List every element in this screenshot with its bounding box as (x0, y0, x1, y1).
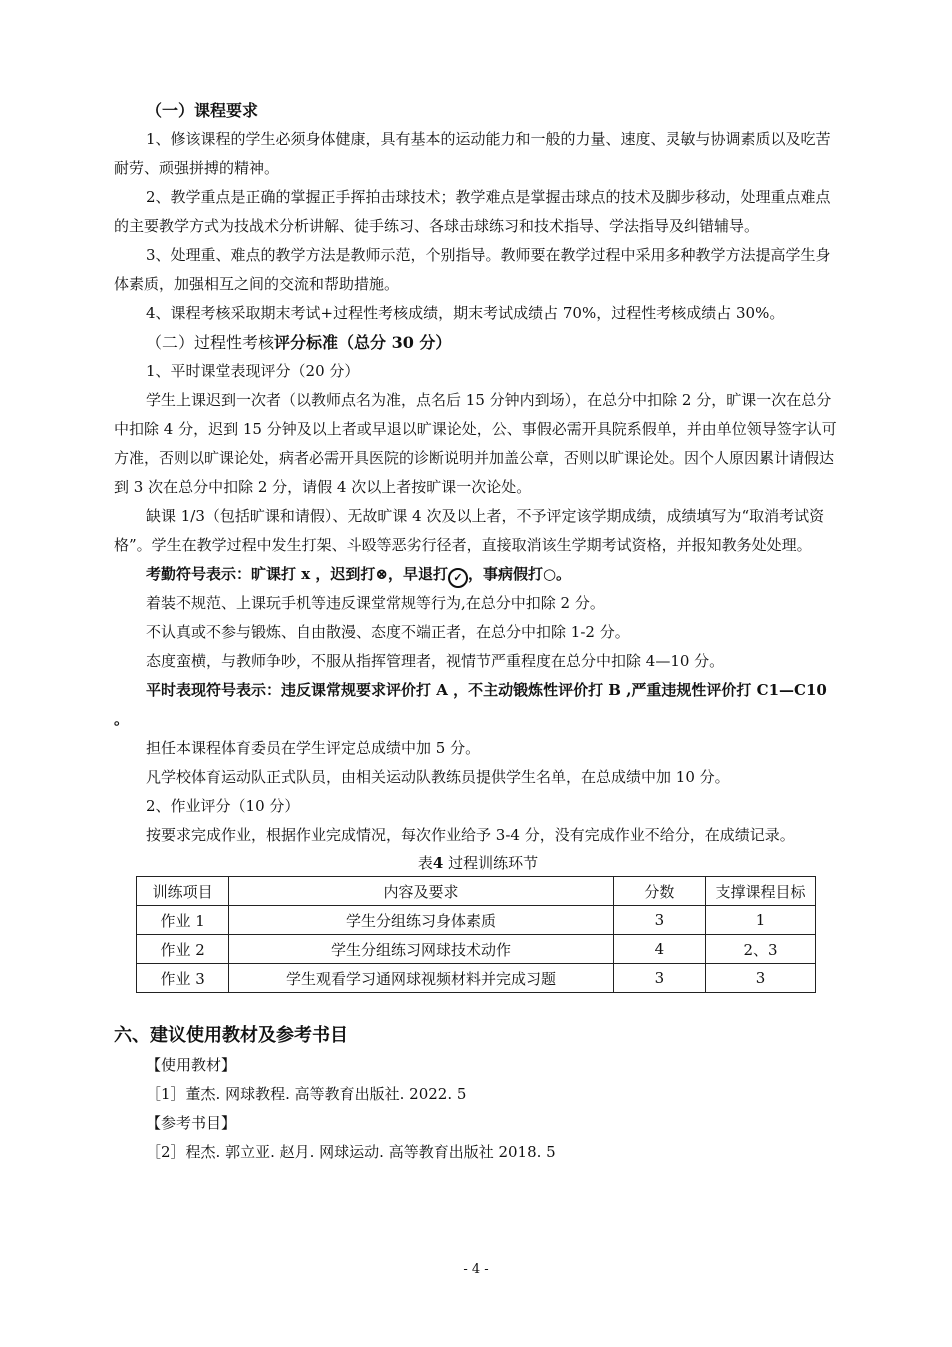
subheading: 1、平时课堂表现评分（20 分） (146, 362, 360, 380)
page-content (114, 96, 842, 1167)
table-cell: 学生分组练习网球技术动作 (229, 935, 614, 964)
reference-item: ［2］程杰. 郭立亚. 赵月. 网球运动. 高等教育出版社 2018. 5 (146, 1143, 556, 1161)
caption-prefix: 表 (417, 854, 433, 872)
table-cell: 4 (613, 935, 705, 964)
table-cell: 3 (613, 964, 705, 993)
paragraph: 着装不规范、上课玩手机等违反课堂常规等行为,在总分中扣除 2 分。 (146, 594, 605, 612)
paragraph: 2、教学重点是正确的掌握正手挥拍击球技术；教学难点是掌握击球点的技术及脚步移动，处理重点难点的主要教学方式为技战术分析讲解、徒手练习、各球击球练习和技术指导、学法指导及纠错辅导。 (114, 188, 831, 235)
table-cell: 3 (613, 906, 705, 935)
table-cell: 作业 3 (137, 964, 229, 993)
section-heading-course-requirements: （一）课程要求 (146, 101, 259, 120)
check-circle-icon: ✓ (448, 568, 468, 588)
symbols-text-end: ，事病假打○。 (467, 565, 572, 583)
attendance-symbols (114, 560, 842, 589)
table-caption (114, 850, 842, 876)
label-references: 【参考书目】 (146, 1114, 237, 1132)
performance-symbols: 平时表现符号表示：违反课常规要求评价打 A ，不主动锻炼性评价打 B ,严重违规性评价打 C1—C10 。 (114, 681, 827, 728)
table-cell: 作业 2 (137, 935, 229, 964)
paragraph: 缺课 1/3（包括旷课和请假）、无故旷课 4 次及以上者，不予评定该学期成绩，成绩填写为“取消考试资格”。学生在教学过程中发生打架、斗殴等恶劣行径者，直接取消该生学期考试资格，并报知教务处处理。 (114, 507, 825, 554)
table-row (137, 964, 816, 993)
subheading: 2、作业评分（10 分） (146, 797, 300, 815)
paragraph: 凡学校体育运动队正式队员，由相关运动队教练员提供学生名单，在总成绩中加 10 分。 (146, 768, 730, 786)
table-cell: 学生分组练习身体素质 (229, 906, 614, 935)
paragraph: 态度蛮横，与教师争吵，不服从指挥管理者，视情节严重程度在总分中扣除 4—10 分。 (146, 652, 725, 670)
caption-number: 4 (432, 854, 444, 872)
paragraph: 1、修该课程的学生必须身体健康，具有基本的运动能力和一般的力量、速度、灵敏与协调素质以及吃苦耐劳、顽强拼搏的精神。 (114, 130, 831, 177)
heading-bold-part: 评分标准（总分 30 分） (274, 333, 452, 352)
table-header: 训练项目 (137, 877, 229, 906)
table-cell: 学生观看学习通网球视频材料并完成习题 (229, 964, 614, 993)
reference-item: ［1］董杰. 网球教程. 高等教育出版社. 2022. 5 (146, 1085, 467, 1103)
table-cell: 作业 1 (137, 906, 229, 935)
caption-text: 过程训练环节 (448, 854, 539, 872)
table-header: 内容及要求 (229, 877, 614, 906)
heading-plain-part: （二）过程性考核 (146, 333, 275, 352)
symbols-text: 考勤符号表示：旷课打 x ，迟到打⊗，早退打 (146, 565, 448, 583)
paragraph: 3、处理重、难点的教学方法是教师示范，个别指导。教师要在教学过程中采用多种教学方法提高学生身体素质，加强相互之间的交流和帮助措施。 (114, 246, 831, 293)
paragraph: 4、课程考核采取期末考试+过程性考核成绩，期末考试成绩占 70%，过程性考核成绩占 30%。 (146, 304, 785, 322)
paragraph: 不认真或不参与锻炼、自由散漫、态度不端正者，在总分中扣除 1-2 分。 (146, 623, 630, 641)
table-row (137, 935, 816, 964)
table-cell: 3 (706, 964, 816, 993)
label-textbook: 【使用教材】 (146, 1056, 237, 1074)
paragraph: 按要求完成作业，根据作业完成情况，每次作业给予 3-4 分，没有完成作业不给分，在成绩记录。 (146, 826, 795, 844)
table-cell: 2、3 (706, 935, 816, 964)
table-header-row (137, 877, 816, 906)
table-header: 分数 (613, 877, 705, 906)
training-table (136, 876, 816, 993)
page-number: - 4 - (463, 1262, 489, 1277)
paragraph: 担任本课程体育委员在学生评定总成绩中加 5 分。 (146, 739, 481, 757)
section-heading-process-assessment (114, 328, 842, 357)
table-cell: 1 (706, 906, 816, 935)
table-header: 支撑课程目标 (706, 877, 816, 906)
section-heading-textbooks: 六、建议使用教材及参考书目 (114, 1025, 348, 1046)
table-row (137, 906, 816, 935)
paragraph: 学生上课迟到一次者（以教师点名为准，点名后 15 分钟内到场），在总分中扣除 2 分，旷课一次在总分中扣除 4 分，迟到 15 分钟及以上者或早退以旷课论处，公、事假必需开具院系假单，并由单位领导签字认可方准，否则以旷课论处，病者必需开具医院的诊断说明并加盖公章，否则以旷课论处。因个人原因累计请假达到 3 次在总分中扣除 2 分，请假 4 次以上者按旷课一次论处。 (114, 391, 837, 496)
